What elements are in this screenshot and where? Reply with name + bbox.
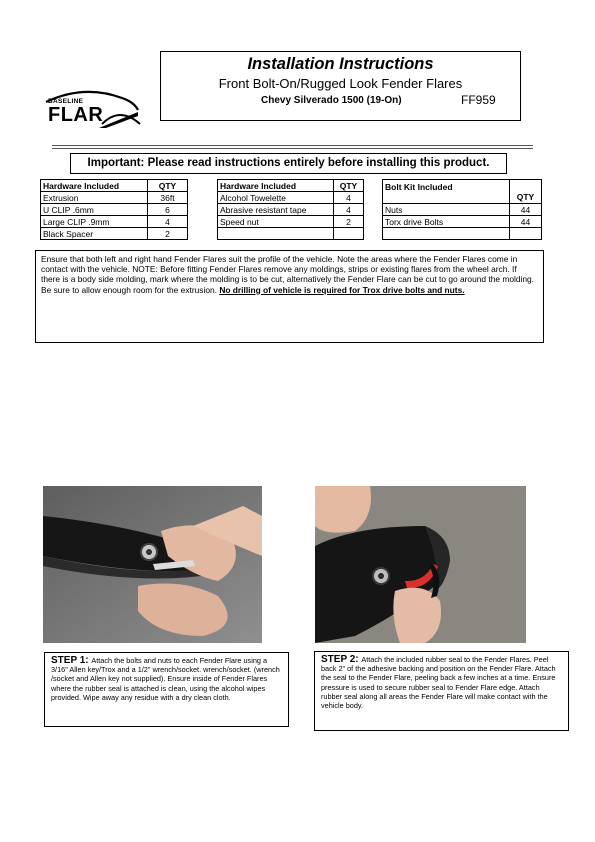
qty-cell (510, 228, 542, 240)
table-row (218, 204, 364, 216)
hardware-table-1 (40, 179, 188, 240)
note-text: Ensure that both left and right hand Fender Flares suit the profile of the vehicle. Note the areas where the Fender Flares come in contact with the vehicle. NOTE: Before fitting Fender Flares remove any moldings, strips or existing flares from the wheel arch. If there is a body side molding, mark where the molding is to be cut, alternatively the Fender Flare can be cut to go around the molding. Be sure to allow enough room for the extrusion. (41, 254, 535, 295)
item-cell: Nuts (383, 204, 510, 216)
product-code: FF959 (461, 93, 496, 107)
table-row (218, 228, 364, 240)
step-2-photo (315, 486, 526, 643)
qty-cell: 2 (334, 216, 364, 228)
item-cell: U CLIP .6mm (41, 204, 148, 216)
qty-cell: 44 (510, 204, 542, 216)
table-row (383, 228, 542, 240)
page-title: Installation Instructions (247, 55, 434, 73)
item-cell: Black Spacer (41, 228, 148, 240)
fitment-note (35, 250, 544, 343)
divider-rule (52, 145, 533, 146)
table-row (41, 228, 188, 240)
table-row (383, 204, 542, 216)
qty-cell (334, 228, 364, 240)
table-header: Hardware Included (218, 180, 334, 192)
table-row (218, 192, 364, 204)
table-header: QTY (510, 192, 542, 204)
logo-line-1: BASELINE (48, 98, 84, 105)
table-header: QTY (148, 180, 188, 192)
item-cell (383, 228, 510, 240)
table-row (41, 192, 188, 204)
title-box (160, 51, 521, 121)
item-cell: Abrasive resistant tape (218, 204, 334, 216)
step-1-text: Attach the bolts and nuts to each Fender Flare using a 3/16" Allen key/Trox and a 1/2" wrench/socket. wrench/socket. (wrench /socket and Allen key not supplied). Ensure inside of Fender Flares where the rubber seal is attached is clean, using the alcohol wipes provided. Wipe away any residue with a dry clean cloth. (51, 656, 280, 702)
qty-cell: 4 (334, 192, 364, 204)
vehicle-model: Chevy Silverado 1500 (19-On) (261, 95, 402, 106)
table-row (41, 204, 188, 216)
item-cell (218, 228, 334, 240)
table-row (41, 216, 188, 228)
qty-cell: 4 (148, 216, 188, 228)
step-2-text: Attach the included rubber seal to the Fender Flares. Peel back 2" of the adhesive backing and position on the Fender Flare. Attach the seal to the Fender Flare, peeling back a few inches at a time. Ensure pressure is used to secure rubber seal to Fender Flare edge. Attach rubber seal along all areas the Fender Flare will make contact with the vehicle body. (321, 655, 556, 711)
step-2-box (314, 651, 569, 731)
step-1-photo (43, 486, 262, 643)
hardware-table-2 (217, 179, 364, 240)
bolt-kit-table (382, 179, 542, 240)
qty-cell: 4 (334, 204, 364, 216)
divider-rule (52, 148, 533, 149)
important-notice: Important: Please read instructions entirely before installing this product. (70, 153, 507, 174)
page-subtitle: Front Bolt-On/Rugged Look Fender Flares (218, 76, 463, 91)
qty-cell: 6 (148, 204, 188, 216)
table-header: Bolt Kit Included (383, 180, 510, 204)
item-cell: Large CLIP .9mm (41, 216, 148, 228)
brand-logo (44, 88, 144, 130)
note-emphasis: No drilling of vehicle is required for Trox drive bolts and nuts. (219, 284, 465, 295)
item-cell: Extrusion (41, 192, 148, 204)
table-row (218, 216, 364, 228)
logo-line-2: FLAR (48, 104, 104, 126)
item-cell: Speed nut (218, 216, 334, 228)
item-cell: Alcohol Towelette (218, 192, 334, 204)
qty-cell: 36ft (148, 192, 188, 204)
table-row (383, 216, 542, 228)
table-header-spacer (510, 180, 542, 192)
item-cell: Torx drive Bolts (383, 216, 510, 228)
table-header: QTY (334, 180, 364, 192)
qty-cell: 2 (148, 228, 188, 240)
step-1-label: STEP 1: (51, 655, 92, 666)
table-header: Hardware Included (41, 180, 148, 192)
step-1-box (44, 652, 289, 727)
qty-cell: 44 (510, 216, 542, 228)
step-2-label: STEP 2: (321, 654, 362, 665)
